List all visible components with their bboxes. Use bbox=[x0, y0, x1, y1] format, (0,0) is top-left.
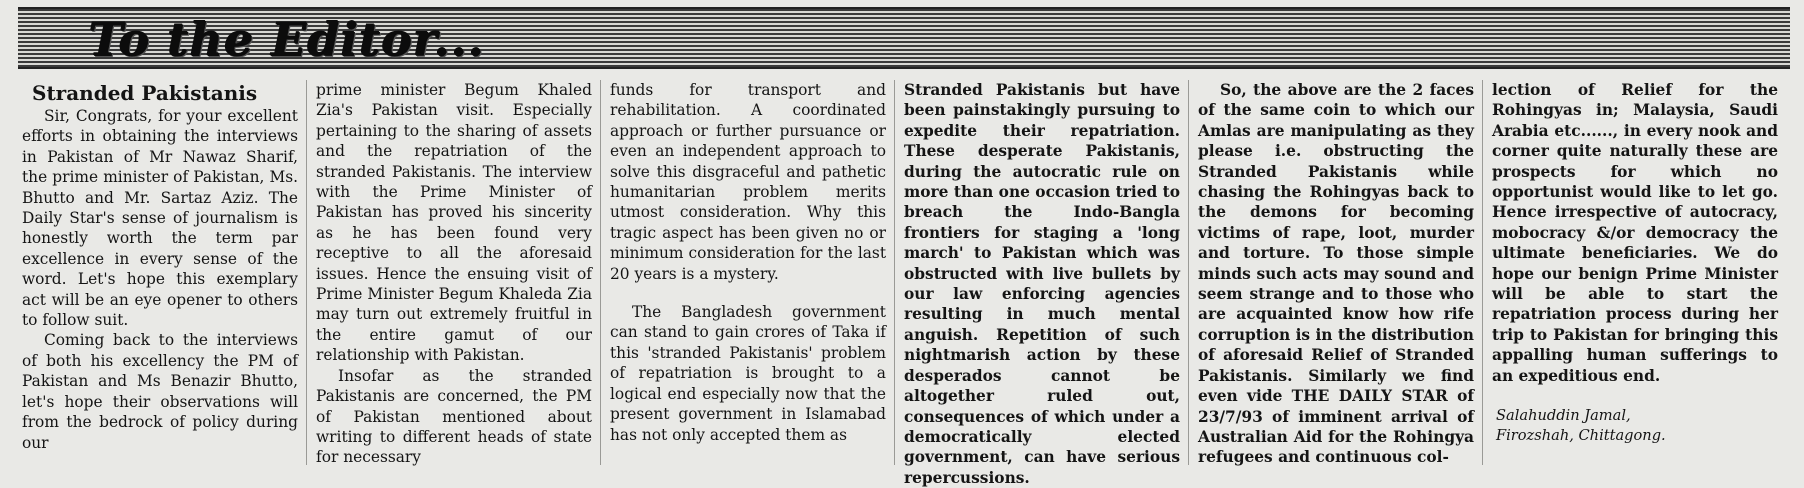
editor-banner bbox=[18, 7, 1790, 69]
column-divider bbox=[1188, 80, 1189, 465]
column-divider bbox=[1482, 80, 1483, 465]
letter-column-6 bbox=[1492, 80, 1778, 446]
column-divider bbox=[306, 80, 307, 465]
signature-name: Salahuddin Jamal, bbox=[1496, 407, 1631, 425]
section-title: To the Editor... bbox=[88, 12, 485, 66]
paragraph: lection of Relief for the Rohingyas in; Malaysia, Saudi Arabia etc......, in every nook and corner quite naturally these are prospects for which no opportunist would like to let go. Hence irrespective of autocracy, mobocracy &/or democracy the ultimate beneficiaries. We do hope our benign Prime Minister will be able to start the repatriation process during her trip to Pakistan for bringing this appalling human sufferings to an expeditious end. bbox=[1492, 81, 1778, 385]
paragraph: The Bangladesh government can stand to gain crores of Taka if this 'stranded Pakistanis' problem of repatriation is brought to a logical end especially now that the present government in Islamabad has not only accepted them as bbox=[610, 303, 886, 444]
paragraph: prime minister Begum Khaled Zia's Pakistan visit. Especially pertaining to the sharing of assets and the repatriation of the stranded Pakistanis. The interview with the Prime Minister of Pakistan has proved his sincerity as he has been found very receptive to all the aforesaid issues. Hence the ensuing visit of Prime Minister Begum Khaleda Zia may turn out extremely fruitful in the entire gamut of our relationship with Pakistan. bbox=[316, 81, 592, 365]
paragraph: So, the above are the 2 faces of the same coin to which our Amlas are manipulating as they please i.e. obstructing the Stranded Pakistanis while chasing the Rohingyas back to the demons for becoming victims of rape, loot, murder and torture. To those simple minds such acts may sound and seem strange and to those who are acquainted know how rife corruption is in the distribution of aforesaid Relief of Stranded Pakistanis. Similarly we find even vide THE DAILY STAR of 23/7/93 of imminent arrival of Australian Aid for the Rohingya refugees and continuous col- bbox=[1198, 81, 1474, 467]
letter-column-4 bbox=[904, 80, 1180, 488]
letter-column-1 bbox=[22, 80, 298, 453]
column-divider bbox=[894, 80, 895, 465]
letter-column-2 bbox=[316, 80, 592, 468]
letter-headline: Stranded Pakistanis bbox=[32, 81, 258, 105]
paragraph: Stranded Pakistanis but have been painstakingly pursuing to expedite their repatriation. These desperate Pakistanis, during the autocratic rule on more than one occasion tried to breach the Indo-Bangla frontiers for staging a 'long march' to Pakistan which was obstructed with live bullets by our law enforcing agencies resulting in much mental anguish. Repetition of such nightmarish action by these desperados cannot be altogether ruled out, consequences of which under a democratically elected government, can have serious repercussions. bbox=[904, 81, 1180, 487]
paragraph: Insofar as the stranded Pakistanis are concerned, the PM of Pakistan mentioned about writing to different heads of state for necessary bbox=[316, 366, 592, 467]
column-divider bbox=[600, 80, 601, 465]
paragraph: funds for transport and rehabilitation. A coordinated approach or further pursuance or even an independent approach to solve this disgraceful and pathetic humanitarian problem merits utmost consideration. Why this tragic aspect has been given no or minimum consideration for the last 20 years is a mystery. bbox=[610, 81, 886, 283]
paragraph: Coming back to the interviews of both his excellency the PM of Pakistan and Ms Benazir Bhutto, let's hope their observations will from the bedrock of policy during our bbox=[22, 331, 298, 452]
letter-column-5 bbox=[1198, 80, 1474, 468]
paragraph: Sir, Congrats, for your excellent efforts in obtaining the interviews in Pakistan of Mr Nawaz Sharif, the prime minister of Pakistan, Ms. Bhutto and Mr. Sartaz Aziz. The Daily Star's sense of journalism is honestly worth the term par excellence in every sense of the word. Let's hope this exemplary act will be an eye opener to others to follow suit. bbox=[22, 107, 298, 330]
letter-column-3 bbox=[610, 80, 886, 445]
signature-place: Firozshah, Chittagong. bbox=[1496, 427, 1666, 445]
